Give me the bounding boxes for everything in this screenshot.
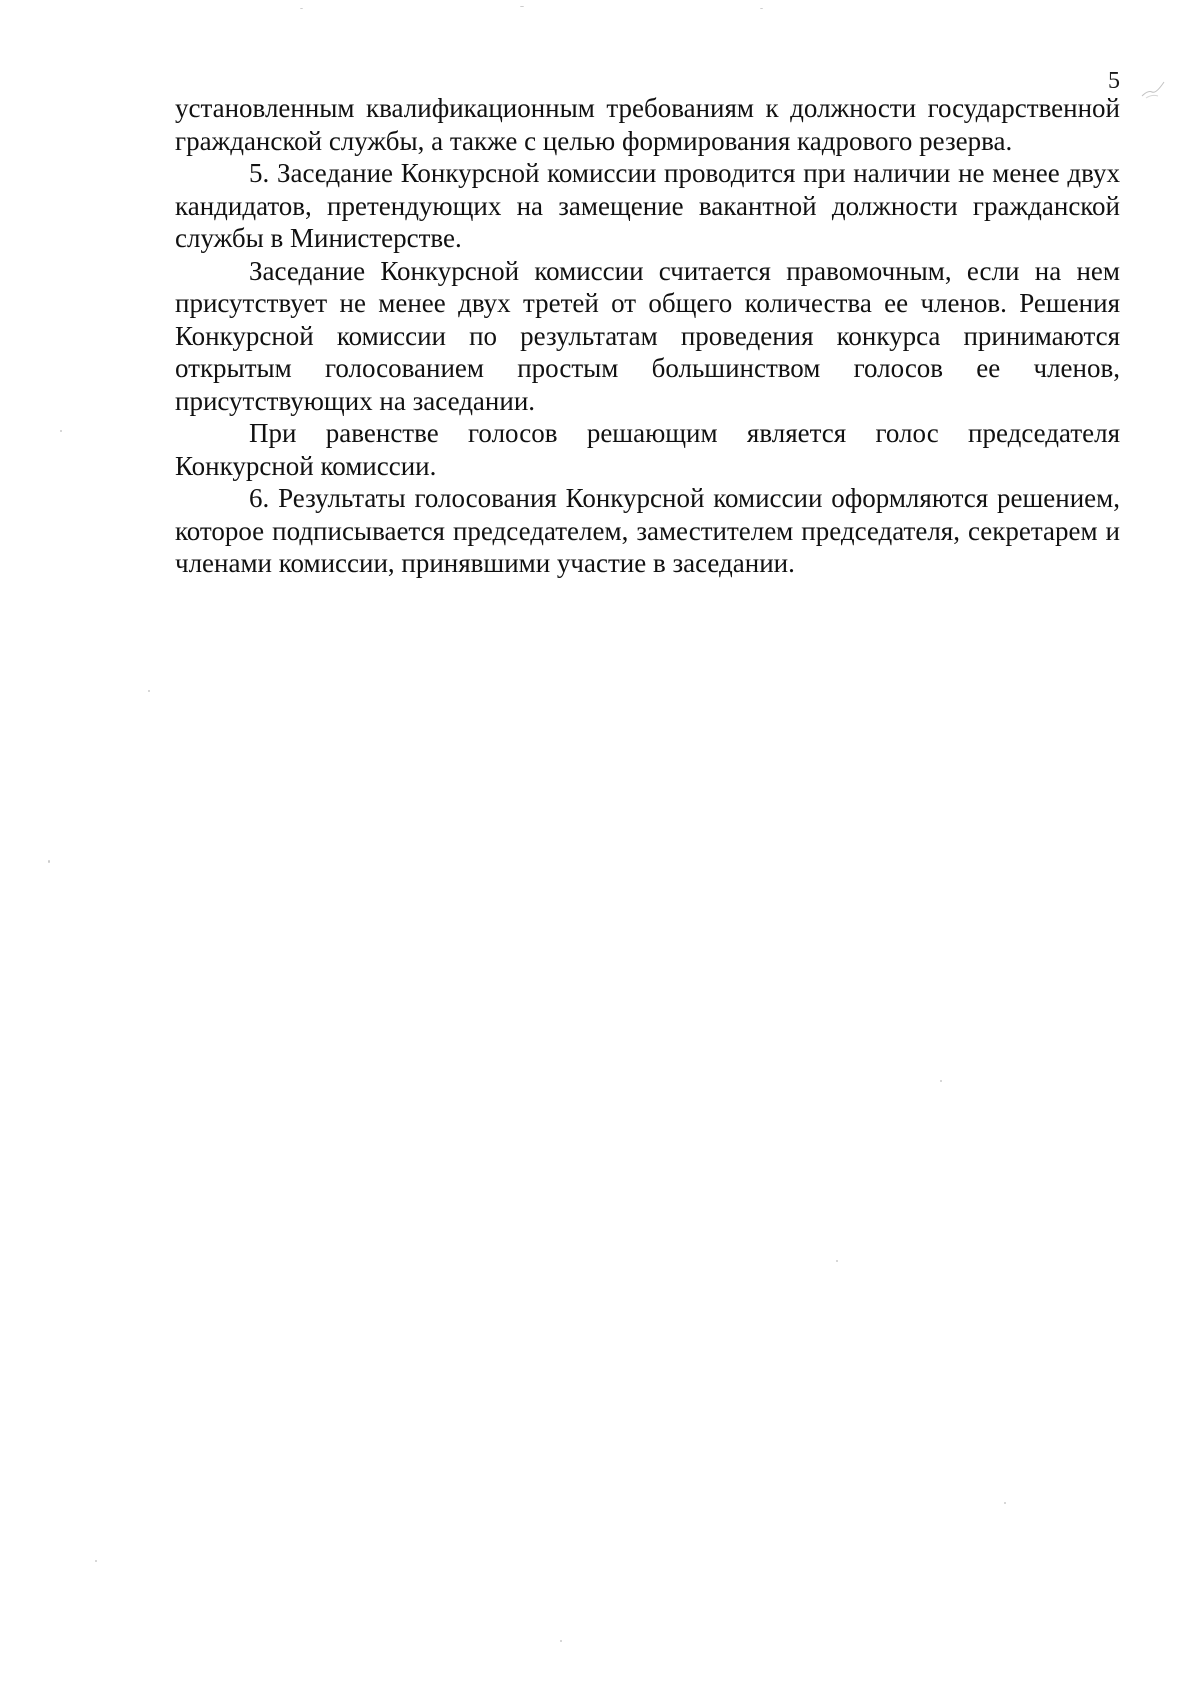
paragraph-item-6: 6. Результаты голосования Конкурсной комиссии оформляются решением, которое подписывается председателем, заместителем председателя, секретарем и членами комиссии, принявшими участие в заседании.: [175, 483, 1120, 578]
paragraph-item-5: 5. Заседание Конкурсной комиссии проводится при наличии не менее двух кандидатов, претендующих на замещение вакантной должности гражданской службы в Министерстве.: [175, 158, 1120, 253]
document-body: [175, 92, 1120, 580]
scan-artifact-mark: [1138, 74, 1168, 102]
page-number: 5: [1108, 68, 1120, 94]
paragraph-continuation: установленным квалификационным требованиям к должности государственной гражданской службы, а также с целью формирования кадрового резерва.: [175, 93, 1120, 156]
paragraph-quorum: Заседание Конкурсной комиссии считается правомочным, если на нем присутствует не менее двух третей от общего количества ее членов. Решения Конкурсной комиссии по результатам проведения конкурса принимаются открытым голосованием простым большинством голосов ее членов, присутствующих на заседании.: [175, 255, 1120, 416]
paragraph-tie-vote: При равенстве голосов решающим является голос председателя Конкурсной комиссии.: [175, 418, 1120, 481]
